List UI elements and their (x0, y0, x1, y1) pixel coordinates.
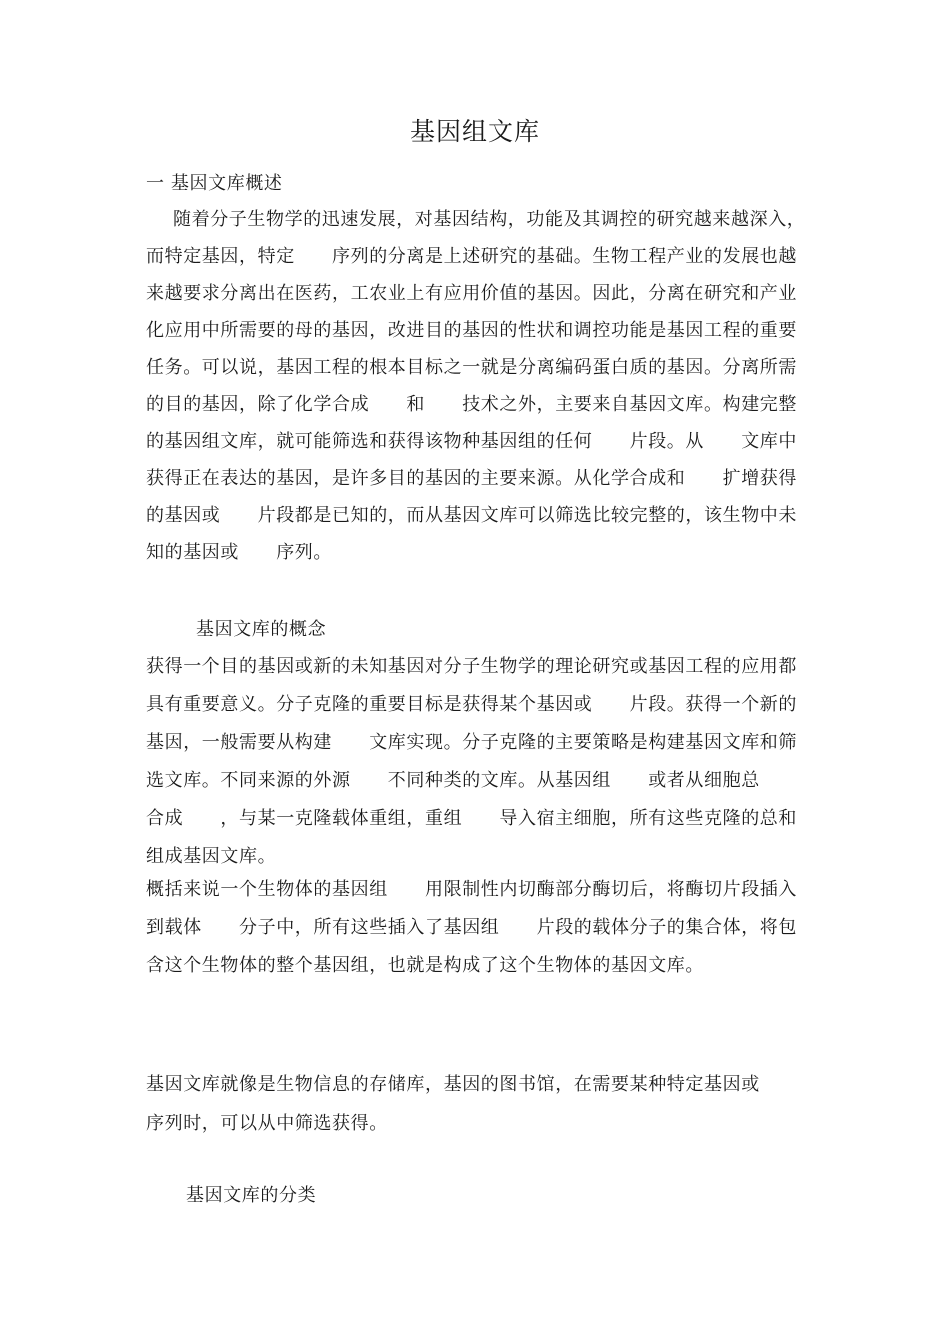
section-heading-concept: 基因文库的概念 (196, 619, 327, 640)
paragraph-concept: 获得一个目的基因或新的未知基因对分子生物学的理论研究或基因工程的应用都具有重要意义。分子克隆的重要目标是获得某个基因或 片段。获得一个新的基因，一般需要从构建 文库实现。分子克隆的主要策略是构建基因文库和筛选文库。不同来源的外源 不同种类的文库。从基因组 或者从细胞总 合成 ，与某一克隆载体重组，重组 导入宿主细胞，所有这些克隆的总和组成基因文库。 (146, 656, 797, 867)
document-title: 基因组文库 (409, 117, 540, 146)
paragraph-summary: 概括来说一个生物体的基因组 用限制性内切酶部分酶切后，将酶切片段插入到载体 分子中，所有这些插入了基因组 片段的载体分子的集合体，将包含这个生物体的整个基因组，也就是构成了这个生物体的基因文库。 (146, 879, 797, 976)
section-heading-overview: 一 基因文库概述 (146, 173, 283, 194)
section-heading-classification: 基因文库的分类 (186, 1185, 317, 1206)
paragraph-overview: 随着分子生物学的迅速发展，对基因结构，功能及其调控的研究越来越深入，而特定基因，特定 序列的分离是上述研究的基础。生物工程产业的发展也越来越要求分离出在医药，工农业上有应用价值的基因。因此，分离在研究和产业化应用中所需要的母的基因，改进目的基因的性状和调控功能是基因工程的重要任务。可以说，基因工程的根本目标之一就是分离编码蛋白质的基因。分离所需的目的基因，除了化学合成 和 技术之外，主要来自基因文库。构建完整的基因组文库，就可能筛选和获得该物种基因组的任何 片段。从 文库中获得正在表达的基因，是许多目的基因的主要来源。从化学合成和 扩增获得的基因或 片段都是已知的，而从基因文库可以筛选比较完整的，该生物中未知的基因或 序列。 (146, 209, 806, 563)
paragraph-library-analogy: 基因文库就像是生物信息的存储库，基因的图书馆，在需要某种特定基因或 序列时，可以从中筛选获得。 (146, 1074, 797, 1134)
